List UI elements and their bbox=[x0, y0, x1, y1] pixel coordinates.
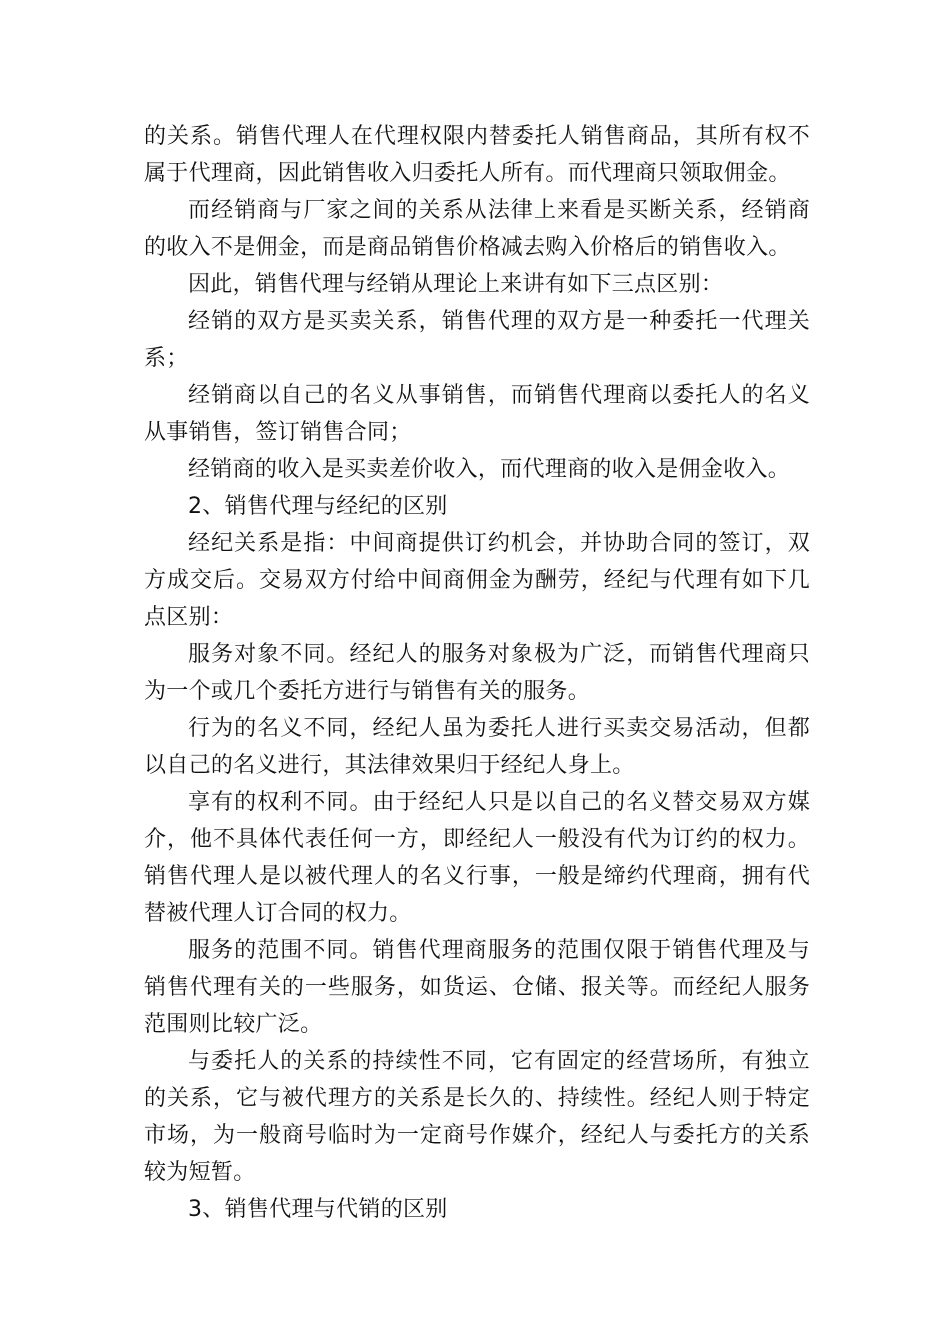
section-heading-3: 3、销售代理与代销的区别 bbox=[188, 1197, 448, 1222]
paragraph-9: 服务对象不同。经纪人的服务对象极为广泛，而销售代理商只为一个或几个委托方进行与销售有关的服务。 bbox=[144, 642, 810, 704]
section-heading-2: 2、销售代理与经纪的区别 bbox=[188, 494, 448, 519]
paragraph-11: 享有的权利不同。由于经纪人只是以自己的名义替交易双方媒介，他不具体代表任何一方，即经纪人一般没有代为订约的权力。销售代理人是以被代理人的名义行事，一般是缔约代理商，拥有代替被代理人订合同的权力。 bbox=[144, 790, 810, 926]
paragraph-13: 与委托人的关系的持续性不同，它有固定的经营场所，有独立的关系，它与被代理方的关系是长久的、持续性。经纪人则于特定市场，为一般商号临时为一定商号作媒介，经纪人与委托方的关系较为短暂。 bbox=[144, 1049, 810, 1185]
paragraph-8: 经纪关系是指：中间商提供订约机会，并协助合同的签订，双方成交后。交易双方付给中间商佣金为酬劳，经纪与代理有如下几点区别： bbox=[144, 531, 810, 630]
paragraph-3: 因此，销售代理与经销从理论上来讲有如下三点区别： bbox=[188, 272, 724, 297]
paragraph-10: 行为的名义不同，经纪人虽为委托人进行买卖交易活动，但都以自己的名义进行，其法律效果归于经纪人身上。 bbox=[144, 716, 810, 778]
paragraph-1: 的关系。销售代理人在代理权限内替委托人销售商品，其所有权不属于代理商，因此销售收入归委托人所有。而代理商只领取佣金。 bbox=[144, 124, 810, 186]
paragraph-5: 经销商以自己的名义从事销售，而销售代理商以委托人的名义从事销售，签订销售合同； bbox=[144, 383, 810, 445]
paragraph-4: 经销的双方是买卖关系，销售代理的双方是一种委托一代理关系； bbox=[144, 309, 810, 371]
paragraph-12: 服务的范围不同。销售代理商服务的范围仅限于销售代理及与销售代理有关的一些服务，如货运、仓储、报关等。而经纪人服务范围则比较广泛。 bbox=[144, 938, 810, 1037]
paragraph-6: 经销商的收入是买卖差价收入，而代理商的收入是佣金收入。 bbox=[188, 457, 791, 482]
paragraph-2: 而经销商与厂家之间的关系从法律上来看是买断关系，经销商的收入不是佣金，而是商品销售价格减去购入价格后的销售收入。 bbox=[144, 198, 810, 260]
document-body bbox=[144, 118, 810, 1228]
